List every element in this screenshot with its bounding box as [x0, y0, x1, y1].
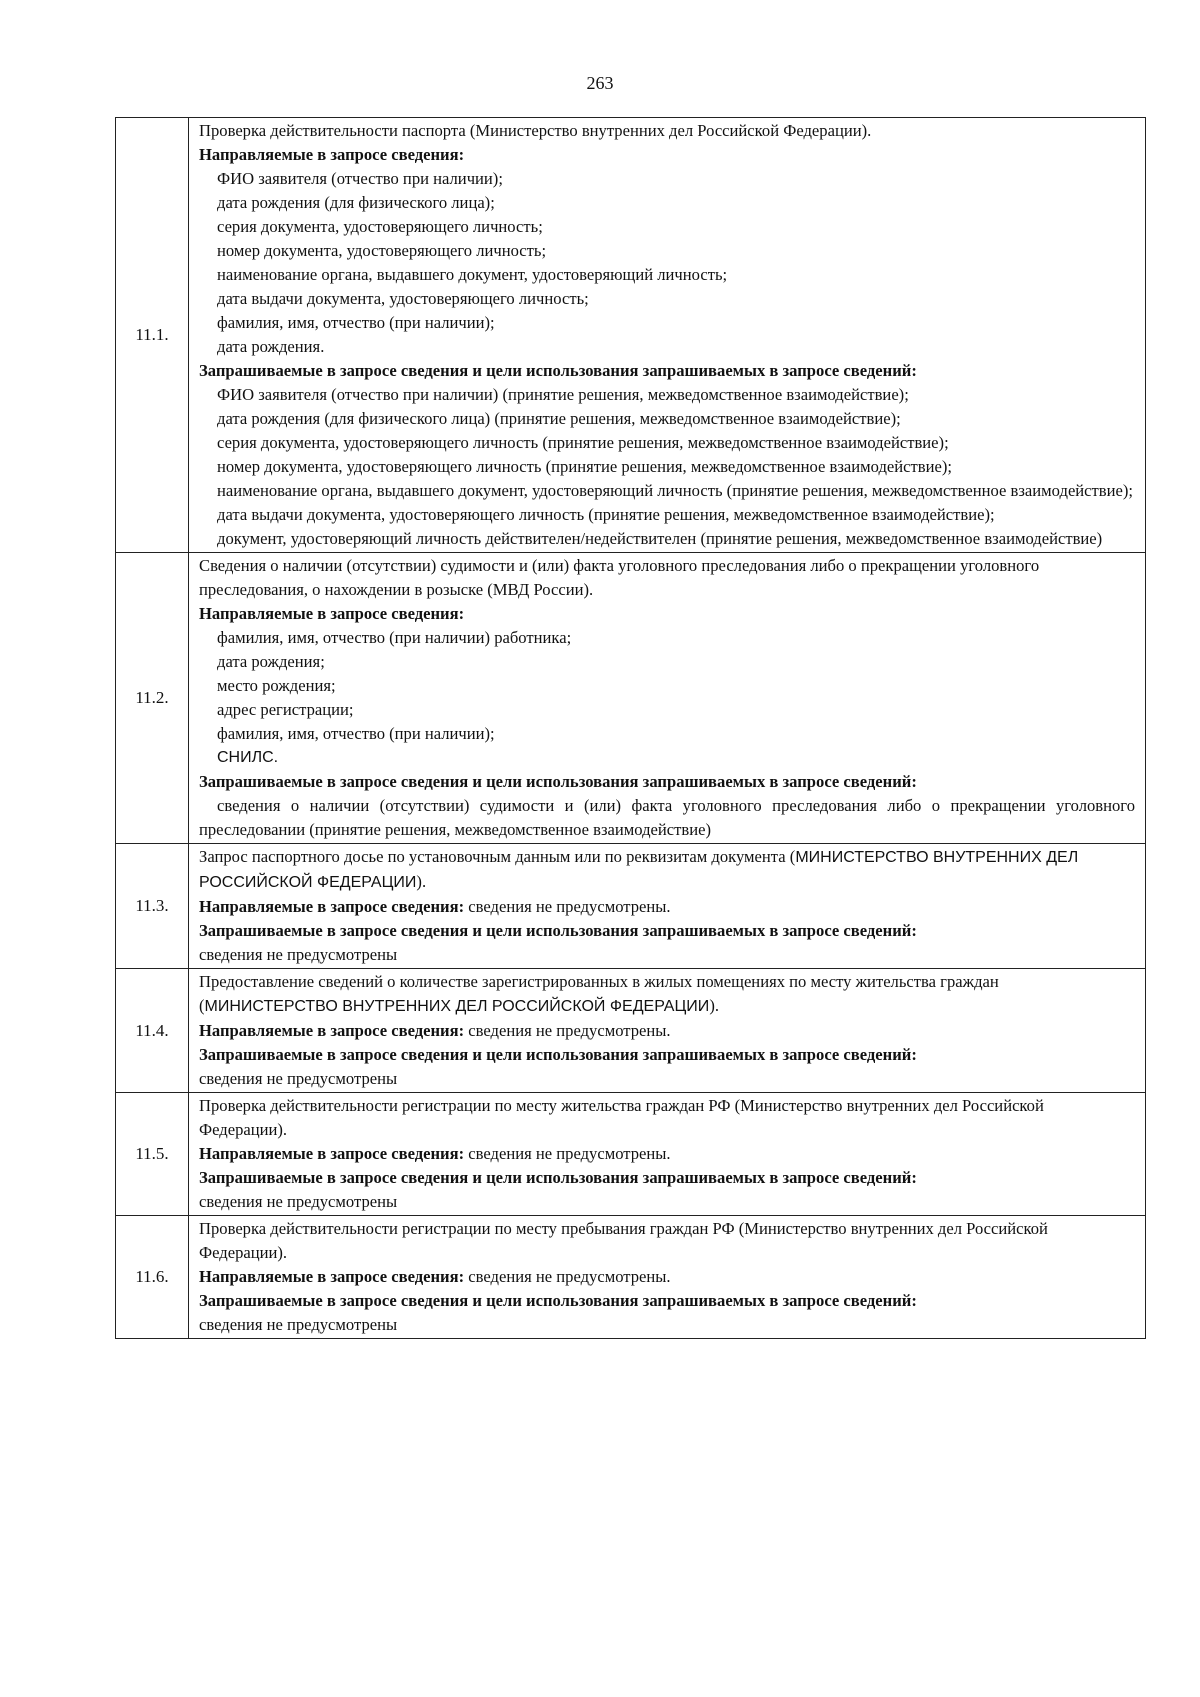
- row-title: [199, 845, 1135, 895]
- row-title: [199, 970, 1135, 1019]
- row-title-agency: МИНИСТЕРСТВО ВНУТРЕННИХ ДЕЛ РОССИЙСКОЙ ФЕДЕРАЦИИ: [204, 998, 710, 1015]
- sent-line: [199, 1142, 1135, 1166]
- table-row: [116, 1093, 1146, 1216]
- row-title-text: Запрос паспортного досье по установочным данным или по реквизитам документа (: [199, 847, 796, 866]
- row-title: Сведения о наличии (отсутствии) судимости и (или) факта уголовного преследования либо о прекращении уголовного преследования, о нахождении в розыске (МВД России).: [199, 556, 1040, 599]
- requested-value: сведения не предусмотрены: [199, 1192, 398, 1211]
- sent-header: Направляемые в запросе сведения:: [199, 1267, 465, 1286]
- sent-header: Направляемые в запросе сведения:: [199, 1021, 465, 1040]
- requested-item: номер документа, удостоверяющего личность (принятие решения, межведомственное взаимодействие);: [217, 457, 952, 476]
- row-number: 11.4.: [116, 969, 189, 1093]
- sent-item: фамилия, имя, отчество (при наличии);: [217, 724, 495, 743]
- sent-line: [199, 1019, 1135, 1043]
- sent-value: сведения не предусмотрены.: [468, 897, 671, 916]
- row-number: 11.3.: [116, 844, 189, 969]
- row-content: [189, 844, 1146, 969]
- sent-value: сведения не предусмотрены.: [468, 1021, 671, 1040]
- sent-item: ФИО заявителя (отчество при наличии);: [217, 169, 503, 188]
- row-number: 11.5.: [116, 1093, 189, 1216]
- requested-header: Запрашиваемые в запросе сведения и цели использования запрашиваемых в запросе сведений:: [199, 1291, 917, 1310]
- sent-item: СНИЛС.: [217, 749, 279, 766]
- row-number: 11.1.: [116, 118, 189, 553]
- requests-table: [115, 117, 1146, 1339]
- row-content: [189, 118, 1146, 553]
- row-title-end: ).: [709, 996, 719, 1015]
- row-title-end: ).: [416, 872, 427, 891]
- table-row: [116, 969, 1146, 1093]
- sent-header: Направляемые в запросе сведения:: [199, 897, 465, 916]
- row-title-agency: МИНИСТЕРСТВО ВНУТРЕННИХ ДЕЛ РОССИЙСКОЙ ФЕДЕРАЦИИ: [199, 849, 1079, 891]
- row-number: 11.6.: [116, 1216, 189, 1339]
- requested-item: документ, удостоверяющий личность действителен/недействителен (принятие решения, межведомственное взаимодействие): [217, 529, 1103, 548]
- row-title-text: Предоставление сведений о количестве зарегистрированных в жилых помещениях по месту жительства граждан (: [199, 972, 999, 1015]
- row-title: Проверка действительности регистрации по месту пребывания граждан РФ (Министерство внутренних дел Российской Федерации).: [199, 1219, 1048, 1262]
- sent-header: Направляемые в запросе сведения:: [199, 604, 465, 623]
- sent-item: наименование органа, выдавшего документ, удостоверяющий личность;: [217, 265, 728, 284]
- row-content: [189, 969, 1146, 1093]
- sent-item: дата рождения;: [217, 652, 325, 671]
- requested-item: ФИО заявителя (отчество при наличии) (принятие решения, межведомственное взаимодействие);: [217, 385, 909, 404]
- sent-line: [199, 895, 1135, 919]
- table-row: [116, 844, 1146, 969]
- sent-line: [199, 1265, 1135, 1289]
- sent-item: дата выдачи документа, удостоверяющего личность;: [217, 289, 589, 308]
- requested-value: сведения не предусмотрены: [199, 1069, 398, 1088]
- sent-item: место рождения;: [217, 676, 336, 695]
- sent-item: фамилия, имя, отчество (при наличии) работника;: [217, 628, 572, 647]
- table-row: [116, 553, 1146, 844]
- requested-item: сведения о наличии (отсутствии) судимости и (или) факта уголовного преследования либо о прекращении уголовного преследовании (принятие решения, межведомственное взаимодействие): [199, 796, 1135, 839]
- row-title: Проверка действительности регистрации по месту жительства граждан РФ (Министерство внутренних дел Российской Федерации).: [199, 1096, 1044, 1139]
- sent-header: Направляемые в запросе сведения:: [199, 1144, 465, 1163]
- row-number: 11.2.: [116, 553, 189, 844]
- row-title: Проверка действительности паспорта (Министерство внутренних дел Российской Федерации).: [199, 121, 872, 140]
- table-row: [116, 118, 1146, 553]
- requested-header: Запрашиваемые в запросе сведения и цели использования запрашиваемых в запросе сведений:: [199, 921, 917, 940]
- sent-value: сведения не предусмотрены.: [468, 1144, 671, 1163]
- row-content: [189, 1093, 1146, 1216]
- requested-item: серия документа, удостоверяющего личность (принятие решения, межведомственное взаимодействие);: [217, 433, 949, 452]
- table-row: [116, 1216, 1146, 1339]
- row-content: [189, 1216, 1146, 1339]
- requested-header: Запрашиваемые в запросе сведения и цели использования запрашиваемых в запросе сведений:: [199, 1168, 917, 1187]
- requested-header: Запрашиваемые в запросе сведения и цели использования запрашиваемых в запросе сведений:: [199, 361, 917, 380]
- sent-item: серия документа, удостоверяющего личность;: [217, 217, 543, 236]
- requested-value: сведения не предусмотрены: [199, 1315, 398, 1334]
- sent-value: сведения не предусмотрены.: [468, 1267, 671, 1286]
- sent-item: номер документа, удостоверяющего личность;: [217, 241, 547, 260]
- sent-item: дата рождения (для физического лица);: [217, 193, 495, 212]
- sent-item: адрес регистрации;: [217, 700, 354, 719]
- sent-header: Направляемые в запросе сведения:: [199, 145, 465, 164]
- sent-item: дата рождения.: [217, 337, 325, 356]
- requested-item: наименование органа, выдавшего документ, удостоверяющий личность (принятие решения, межведомственное взаимодействие);: [217, 481, 1134, 500]
- page-number: 263: [586, 73, 614, 93]
- requested-value: сведения не предусмотрены: [199, 945, 398, 964]
- row-content: [189, 553, 1146, 844]
- requested-header: Запрашиваемые в запросе сведения и цели использования запрашиваемых в запросе сведений:: [199, 1045, 917, 1064]
- requested-item: дата выдачи документа, удостоверяющего личность (принятие решения, межведомственное взаимодействие);: [217, 505, 995, 524]
- requested-item: дата рождения (для физического лица) (принятие решения, межведомственное взаимодействие);: [217, 409, 901, 428]
- requested-header: Запрашиваемые в запросе сведения и цели использования запрашиваемых в запросе сведений:: [199, 772, 917, 791]
- sent-item: фамилия, имя, отчество (при наличии);: [217, 313, 495, 332]
